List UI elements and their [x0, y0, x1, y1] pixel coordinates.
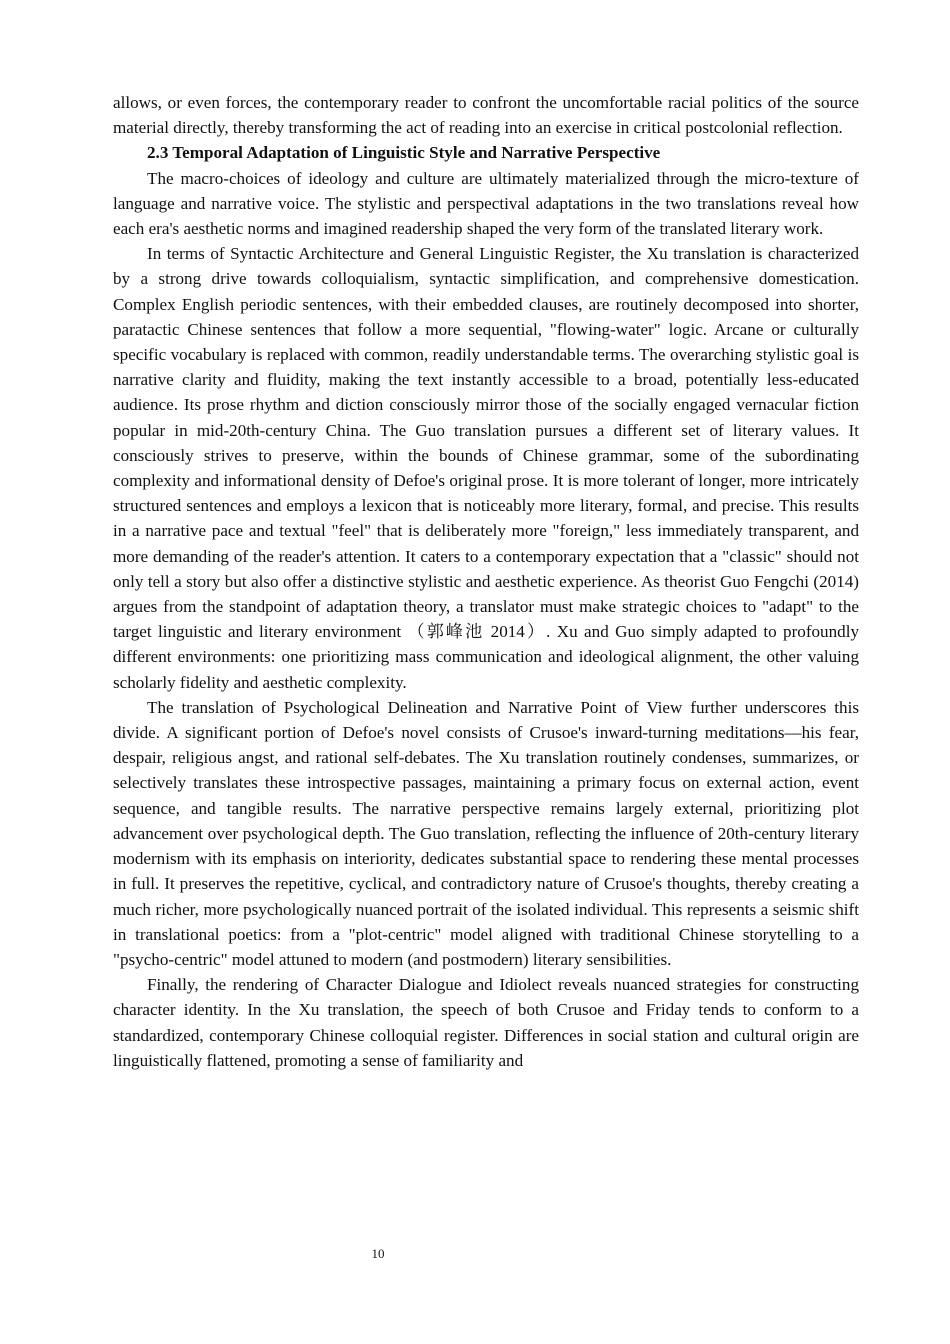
section-heading: 2.3 Temporal Adaptation of Linguistic Style and Narrative Perspective — [147, 143, 661, 163]
paragraph: The translation of Psychological Delineation and Narrative Point of View further underscores this divide. A significant portion of Defoe's novel consists of Crusoe's inward-turning meditations—his fear, despair, religious angst, and rational self-debates. The Xu translation routinely condenses, summarizes, or selectively translates these introspective passages, maintaining a primary focus on external action, event sequence, and tangible results. The narrative perspective remains largely external, prioritizing plot advancement over psychological depth. The Guo translation, reflecting the influence of 20th-century literary modernism with its emphasis on interiority, dedicates substantial space to rendering these mental processes in full. It preserves the repetitive, cyclical, and contradictory nature of Crusoe's thoughts, thereby creating a much richer, more psychologically nuanced portrait of the isolated individual. This represents a seismic shift in translational poetics: from a "plot-centric" model aligned with traditional Chinese storytelling to a "psycho-centric" model attuned to modern (and postmodern) literary sensibilities. — [113, 697, 859, 969]
document-page — [113, 90, 859, 1073]
paragraph: In terms of Syntactic Architecture and General Linguistic Register, the Xu translation is characterized by a strong drive towards colloquialism, syntactic simplification, and comprehensive domestication. Complex English periodic sentences, with their embedded clauses, are routinely decomposed into shorter, paratactic Chinese sentences that follow a more sequential, "flowing-water" logic. Arcane or culturally specific vocabulary is replaced with common, readily understandable terms. The overarching stylistic goal is narrative clarity and fluidity, making the text instantly accessible to a broad, potentially less-educated audience. Its prose rhythm and diction consciously mirror those of the socially engaged vernacular fiction popular in mid-20th-century China. The Guo translation pursues a different set of literary values. It consciously strives to preserve, within the bounds of Chinese grammar, some of the subordinating complexity and informational density of Defoe's original prose. It is more tolerant of longer, more intricately structured sentences and employs a lexicon that is noticeably more literary, formal, and precise. This results in a narrative pace and textual "feel" that is deliberately more "foreign," less immediately transparent, and more demanding of the reader's attention. It caters to a contemporary expectation that a "classic" should not only tell a story but also offer a distinctive stylistic and aesthetic experience. As theorist Guo Fengchi (2014) argues from the standpoint of adaptation theory, a translator must make strategic choices to "adapt" to the target linguistic and literary environment （郭峰池 2014）. Xu and Guo simply adapted to profoundly different environments: one prioritizing mass communication and ideological alignment, the other valuing scholarly fidelity and aesthetic complexity. — [113, 244, 859, 692]
page-number: 10 — [371, 1246, 385, 1261]
paragraph: Finally, the rendering of Character Dialogue and Idiolect reveals nuanced strategies for constructing character identity. In the Xu translation, the speech of both Crusoe and Friday tends to conform to a standardized, contemporary Chinese colloquial register. Differences in social station and cultural origin are linguistically flattened, promoting a sense of familiarity and — [113, 975, 859, 1070]
paragraph: The macro-choices of ideology and culture are ultimately materialized through the micro-texture of language and narrative voice. The stylistic and perspectival adaptations in the two translations reveal how each era's aesthetic norms and imagined readership shaped the very form of the translated literary work. — [113, 168, 859, 239]
paragraph-continuation: allows, or even forces, the contemporary reader to confront the uncomfortable racial politics of the source material directly, thereby transforming the act of reading into an exercise in critical postcolonial reflection. — [113, 93, 859, 138]
